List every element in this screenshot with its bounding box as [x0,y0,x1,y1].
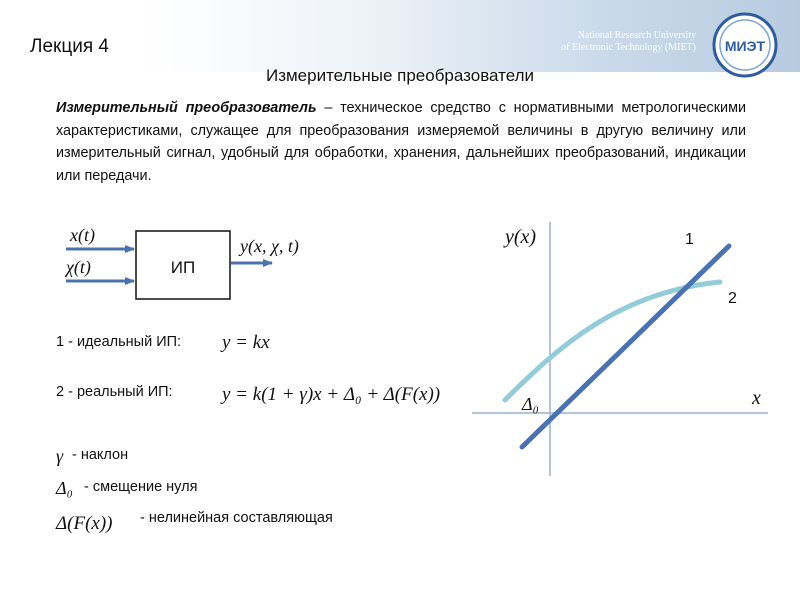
x-axis-label: x [752,387,761,409]
gamma-symbol: γ [56,446,64,466]
university-line-2: of Electronic Technology (MIET) [561,42,696,53]
ideal-converter-label: 1 - идеальный ИП: [56,334,182,350]
converter-box-label: ИП [170,258,196,277]
characteristic-graph [472,222,768,476]
real-characteristic-curve [505,282,720,400]
line-2-label: 2 [728,290,737,307]
lecture-number: Лекция 4 [30,36,109,57]
ideal-characteristic-line [522,246,729,447]
delta0-symbol: Δ₀ [56,478,73,498]
input-1-label: x(t) [70,225,95,245]
real-converter-label: 2 - реальный ИП: [56,384,173,400]
offset-label: Δ₀ [522,394,539,414]
block-diagram [64,225,299,299]
ideal-formula: y = kx [222,332,270,353]
slide-title: Измерительные преобразователи [265,66,535,85]
definition-text: – техническое средство с нормативными метрологическими характеристиками, служащее для преобразования измеряемой величины в другую величину или измерительный сигнал, удобный для обработки, хранения, дальнейших преобразований, индикации или передачи. [56,100,746,184]
input-2-label: χ(t) [66,257,91,277]
definition-term: Измерительный преобразователь [56,100,317,116]
line-1-label: 1 [685,231,694,248]
output-label: y(x, χ, t) [240,236,299,256]
real-formula: y = k(1 + γ)x + Δ₀ + Δ(F(x)) [222,384,441,405]
gamma-description: - наклон [72,447,129,463]
y-axis-label: y(x) [505,226,537,248]
university-line-1: National Research University [577,30,696,41]
delta0-description: - смещение нуля [84,479,198,495]
logo-text: МИЭТ [724,38,766,54]
nonlinear-description: - нелинейная составляющая [140,510,333,526]
nonlinear-symbol: Δ(F(x)) [56,513,113,534]
